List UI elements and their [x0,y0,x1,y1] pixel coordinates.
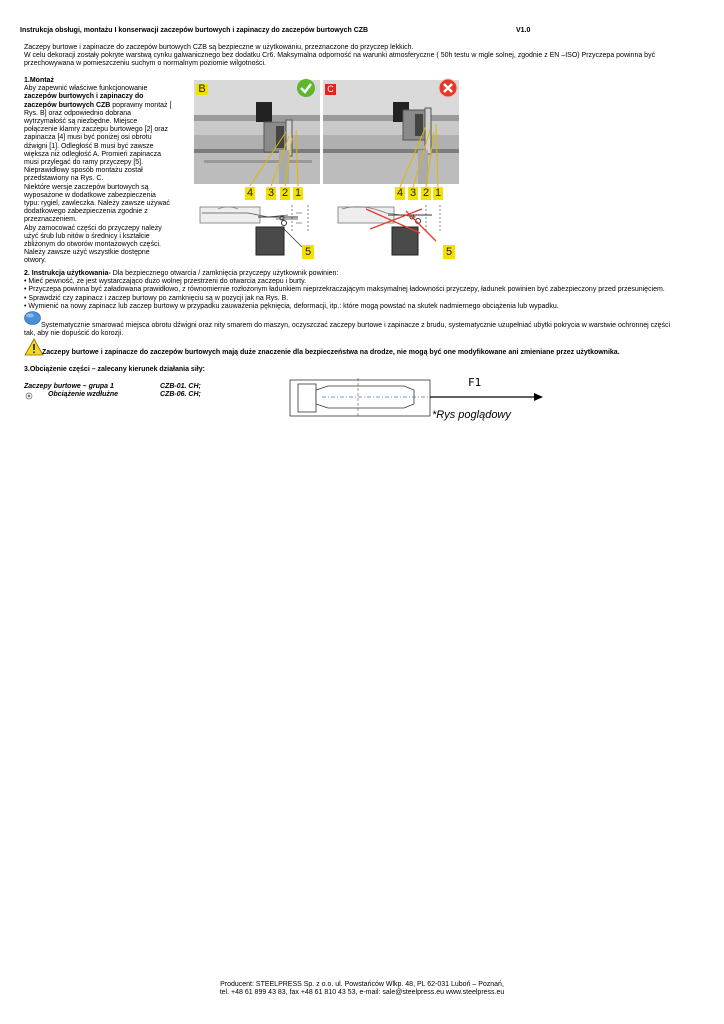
mounting-line: Niektóre wersje zaczepów burtowych są [24,183,149,191]
intro-paragraph [24,44,704,69]
mounting-line: Należy zawsze użyć wszystkie dostępne [24,249,150,257]
mounting-line: przedstawiony na Rys. C. [24,175,104,183]
maintenance-line: Systematycznie smarować miejsca obrotu dźwigni oraz nity smarem do maszyn, oczyszczać zaczepy burtowe i zapinacze z brudu, systematycznie uzupełniać ubytki pokrycia w warstwie ochronnej części [41,322,671,329]
figure-b-number: 4 [246,187,254,199]
check-icon [295,78,317,98]
mounting-bold-inline: zaczepów burtowych CZB [24,101,111,109]
intro-line: Zaczepy burtowe i zapinacze do zaczepów burtowych CZB są bezpieczne w użytkowaniu, przeznaczone do przyczep lekkich. [24,44,414,51]
load-direction-value: CZB-06. CH; [160,391,201,398]
mounting-line: dźwigni [1]. Odległość B musi być zawsze [24,142,154,150]
section-heading: 2. Instrukcja użytkowania- [24,270,111,277]
section-usage [24,270,714,311]
mounting-line: zapinacza [4] musi być poniżej osi obrotu [24,134,152,142]
usage-bullet: • Przyczepa powinna być załadowana prawidłowo, z równomiernie rozłożonym ładunkiem nieprzekraczającym maksymalnej ładowności przyczepy, ładunek powinien być zabezpieczony przed przesunięciem. [24,286,665,294]
usage-bullet: • Wymienić na nowy zapinacz lub zaczep burtowy w przypadku zauważenia pęknięcia, deformacji, itp.: które mogą powstać na skutek nadmiernego obciążenia lub wypadku. [24,302,559,310]
load-group-label: Zaczepy burtowe – grupa 1 [24,383,114,390]
safety-warning-text: Zaczepy burtowe i zapinacze do zaczepów burtowych mają duże znaczenie dla bezpieczeństwa na drodze, nie mogą być one modyfikowane ani zmieniane przez użytkownika. [42,349,620,356]
radio-bullet-icon [25,392,33,400]
mounting-line-rest: poprawny montaż [ [110,101,172,109]
usage-bullet: • Mieć pewność, że jest wystarczająco dużo wolnej przestrzeni do otwarcia zaczepu i burty. [24,278,307,286]
mounting-line: Aby zapewnić właściwe funkcjonowanie [24,85,148,93]
footer-contact: tel. +48 61 899 43 83, fax +48 61 810 43 53, e-mail: sale@steelpress.eu www.steelpress.eu [219,989,505,996]
usage-bullet: • Sprawdzić czy zapinacz i zaczep burtowy po zamknięciu są w pozycji jak na Rys. B. [24,294,289,302]
load-group-value: CZB-01. CH; [160,383,201,390]
warning-icon [24,338,44,356]
force-label: F1 [468,376,482,389]
mounting-line: zbliżonym do otworów montażowych części. [24,241,161,249]
mounting-line [24,102,194,110]
illustration-caption: *Rys poglądowy [432,409,511,421]
intro-line: W celu dekoracji zostały pokryte warstwą cynku galwanicznego bez dodatku Cr6. Maksymalna odporność na warunki atmosferyczne ( 50h testu w mgle solnej, zgodnie z EN –ISO) Przyczepa powinna być [24,52,656,60]
mounting-line: wyposażone w dodatkowe zabezpieczenia [24,191,156,199]
section-heading: 1.Montaż [24,77,54,84]
usage-heading-rest: Dla bezpiecznego otwarcia / zamknięcia przyczepy użytkownik powinien: [110,270,339,277]
document-version: V1.0 [516,27,531,34]
mounting-line: Aby zamocować części do przyczepy należy [24,224,162,232]
mounting-line: musi przylegać do ramy przyczepy [5]. [24,159,144,167]
mounting-line: Nieprawidłowy sposób montażu został [24,167,143,175]
figure-b-number: 3 [267,187,275,199]
mounting-line: otwory. [24,257,47,265]
section-mounting [24,77,194,266]
mounting-line: użyć śrub lub nitów o średnicy i kształcie [24,232,150,240]
figure-c-number: 1 [434,187,442,199]
footer-address: Producent: STEELPRESS Sp. z o.o. ul. Powstańców Wlkp. 48, PL 62-031 Luboń – Poznań, [220,981,504,988]
load-direction-label: Obciążenie wzdłużne [48,391,119,398]
figure-c-frame-number: 5 [443,245,455,259]
cross-icon [437,77,459,99]
figure-c-leader-lines [390,120,460,188]
document-title: Instrukcja obsługi, montażu I konserwacji zaczepów burtowych i zapinaczy do zaczepów burtowych CZB [20,27,369,34]
figure-b-tag: B [196,84,208,95]
mounting-line: połączenie klamry zaczepu burtowego [2] oraz [24,126,168,134]
usage-heading-line [24,270,714,278]
mounting-line: wytrzymałość są niezbędne. Miejsce [24,118,138,126]
figure-b-frame-number: 5 [302,245,314,259]
mounting-line: większa niż odległość A. Promień zapinacza [24,150,161,158]
figure-b-leader-lines [240,126,310,188]
figure-c-tag: C [325,84,336,95]
intro-line: przechowywana w pomieszczeniu suchym o normalnym poziomie wilgotności. [24,60,266,68]
maintenance-line: tak, aby nie dopuścić do korozji. [24,330,124,337]
mounting-line: Rys. B] oraz odpowiednio dobrana [24,109,132,117]
mounting-line: typu: rygiel, zawleczka. Należy zawsze używać [24,200,170,208]
section-heading: 3.Obciążenie części – zalecany kierunek działania siły: [24,366,205,373]
figure-b-number: 1 [294,187,302,199]
info-icon [24,311,41,325]
figure-b-number: 2 [281,187,289,199]
figure-c-technical-drawing [336,203,456,265]
mounting-line: przeznaczeniem. [24,216,77,224]
mounting-line: dodatkowego zabezpieczenia zgodnie z [24,208,148,216]
mounting-line-bold: zaczepów burtowych i zapinaczy do [24,93,144,101]
figure-c-number: 4 [396,187,404,199]
figure-c-number: 2 [422,187,430,199]
figure-c-number: 3 [409,187,417,199]
